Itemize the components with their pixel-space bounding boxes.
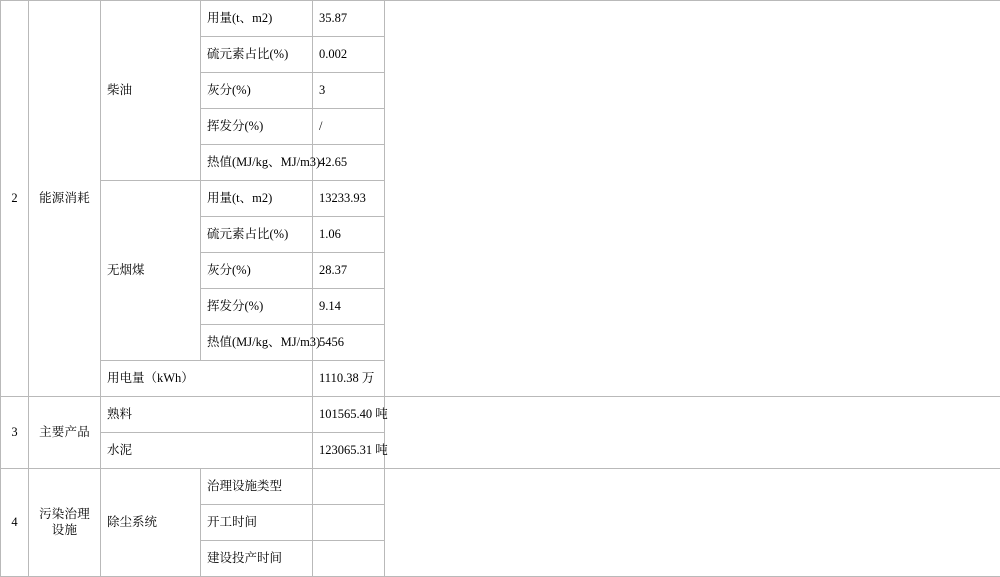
row-value: 0.002 <box>313 37 385 73</box>
row-subcategory: 柴油 <box>101 1 201 181</box>
row-item: 硫元素占比(%) <box>201 217 313 253</box>
row-value: 123065.31 吨 <box>313 433 385 469</box>
row-category: 能源消耗 <box>29 1 101 397</box>
row-item: 灰分(%) <box>201 253 313 289</box>
table-row <box>1 1 1000 37</box>
row-item: 治理设施类型 <box>201 469 313 505</box>
row-value: 1.06 <box>313 217 385 253</box>
row-index: 2 <box>1 1 29 397</box>
row-subcategory: 用电量（kWh） <box>101 361 313 397</box>
row-value: 3 <box>313 73 385 109</box>
row-item: 开工时间 <box>201 505 313 541</box>
row-index: 3 <box>1 397 29 469</box>
row-category: 主要产品 <box>29 397 101 469</box>
row-item: 热值(MJ/kg、MJ/m3) <box>201 145 313 181</box>
row-value: 13233.93 <box>313 181 385 217</box>
row-item: 挥发分(%) <box>201 109 313 145</box>
row-value <box>313 541 385 577</box>
table-body <box>1 1 1000 577</box>
table-row <box>1 469 1000 505</box>
row-value: / <box>313 109 385 145</box>
row-subcategory: 除尘系统 <box>101 469 201 577</box>
row-notes <box>385 397 1000 469</box>
row-item: 灰分(%) <box>201 73 313 109</box>
row-notes <box>385 1 1000 397</box>
table-row <box>1 397 1000 433</box>
row-value: 35.87 <box>313 1 385 37</box>
row-category: 污染治理设施 <box>29 469 101 577</box>
row-value: 42.65 <box>313 145 385 181</box>
row-value: 101565.40 吨 <box>313 397 385 433</box>
row-value <box>313 505 385 541</box>
row-item: 挥发分(%) <box>201 289 313 325</box>
row-subcategory: 水泥 <box>101 433 313 469</box>
row-subcategory: 无烟煤 <box>101 181 201 361</box>
row-value: 28.37 <box>313 253 385 289</box>
row-item: 热值(MJ/kg、MJ/m3) <box>201 325 313 361</box>
row-item: 用量(t、m2) <box>201 181 313 217</box>
row-value: 5456 <box>313 325 385 361</box>
row-value <box>313 469 385 505</box>
row-subcategory: 熟料 <box>101 397 313 433</box>
row-notes <box>385 469 1000 577</box>
row-value: 9.14 <box>313 289 385 325</box>
row-index: 4 <box>1 469 29 577</box>
row-item: 用量(t、m2) <box>201 1 313 37</box>
row-item: 建设投产时间 <box>201 541 313 577</box>
row-value: 1110.38 万 <box>313 361 385 397</box>
row-item: 硫元素占比(%) <box>201 37 313 73</box>
